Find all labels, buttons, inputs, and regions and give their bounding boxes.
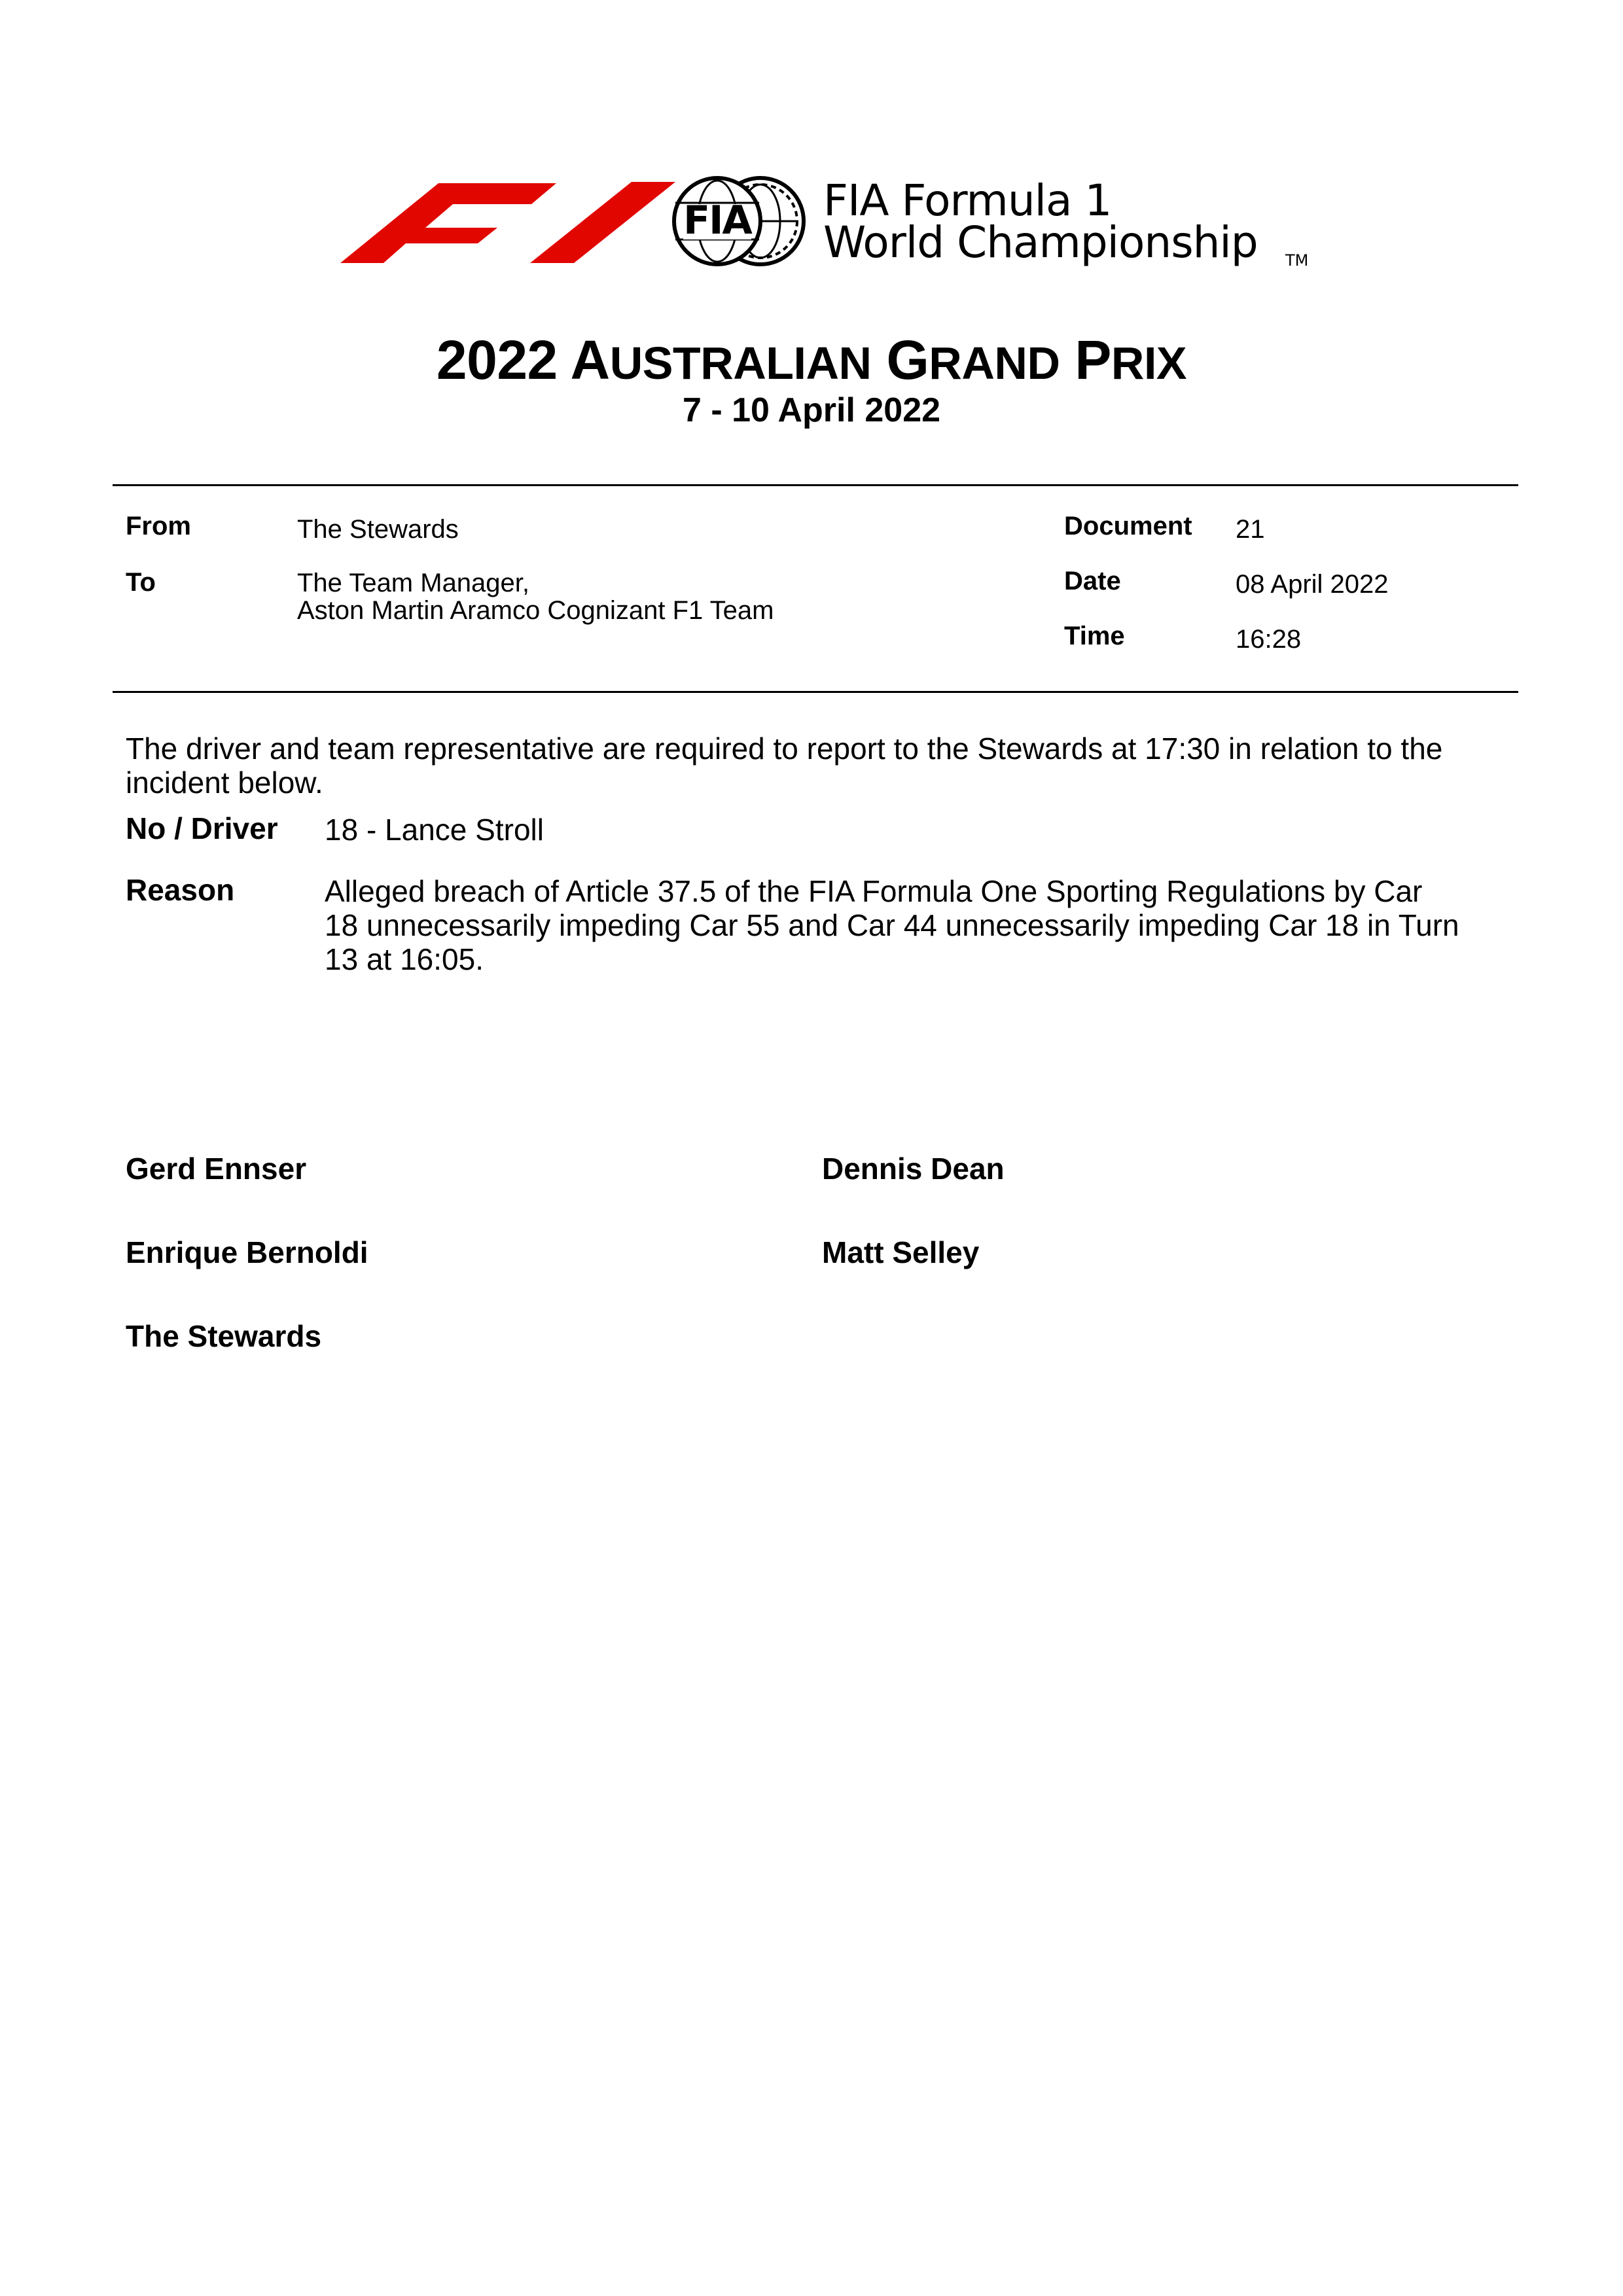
header-divider-top [113,484,1518,486]
driver-label: No / Driver [126,811,278,845]
logo-title-line2: World Championship [823,217,1258,268]
to-label: To [126,568,156,597]
title-word-1-rest: USTRALIAN [609,338,872,389]
title-word-3-initial: P [1075,329,1111,391]
stewards-closing: The Stewards [126,1319,322,1353]
reason-label: Reason [126,873,235,907]
summons-intro-line2: incident below. [126,766,323,800]
document-label: Document [1064,512,1192,540]
fia-seal [669,171,812,271]
steward-name: Gerd Ennser [126,1152,307,1186]
fia-seal-text: FIA [683,198,751,243]
from-label: From [126,512,191,540]
reason-line1: Alleged breach of Article 37.5 of the FIA Formula One Sporting Regulations by Car [325,874,1423,908]
reason-line3: 13 at 16:05. [325,942,484,976]
time-value: 16:28 [1236,625,1302,654]
title-word-3-rest: RIX [1111,338,1187,389]
title-word-1-initial: A [570,329,610,391]
f1-logo [340,177,681,268]
f1-logo-icon [340,177,681,268]
document-number: 21 [1236,515,1265,544]
title-word-2-initial: G [886,329,929,391]
event-title [0,327,1623,396]
event-year: 2022 [436,329,558,391]
date-value: 08 April 2022 [1236,570,1389,599]
summons-intro-line1: The driver and team representative are required to report to the Stewards at 17:30 in relation to the [126,732,1443,766]
logo-title-line1: FIA Formula 1 [823,175,1112,226]
steward-name: Dennis Dean [822,1152,1005,1186]
to-value-line2: Aston Martin Aramco Cognizant F1 Team [297,596,774,625]
from-value: The Stewards [297,515,459,544]
title-word-2-rest: RAND [929,338,1060,389]
event-dates: 7 - 10 April 2022 [682,391,941,429]
date-label: Date [1064,567,1121,595]
steward-name: Enrique Bernoldi [126,1235,368,1269]
driver-value: 18 - Lance Stroll [325,813,544,847]
to-value-line1: The Team Manager, [297,569,530,597]
reason-line2: 18 unnecessarily impeding Car 55 and Car 44 unnecessarily impeding Car 18 in Turn [325,908,1459,942]
steward-name: Matt Selley [822,1235,980,1269]
time-label: Time [1064,622,1125,650]
header-divider-bottom [113,691,1518,693]
trademark-mark: TM [1285,251,1309,270]
